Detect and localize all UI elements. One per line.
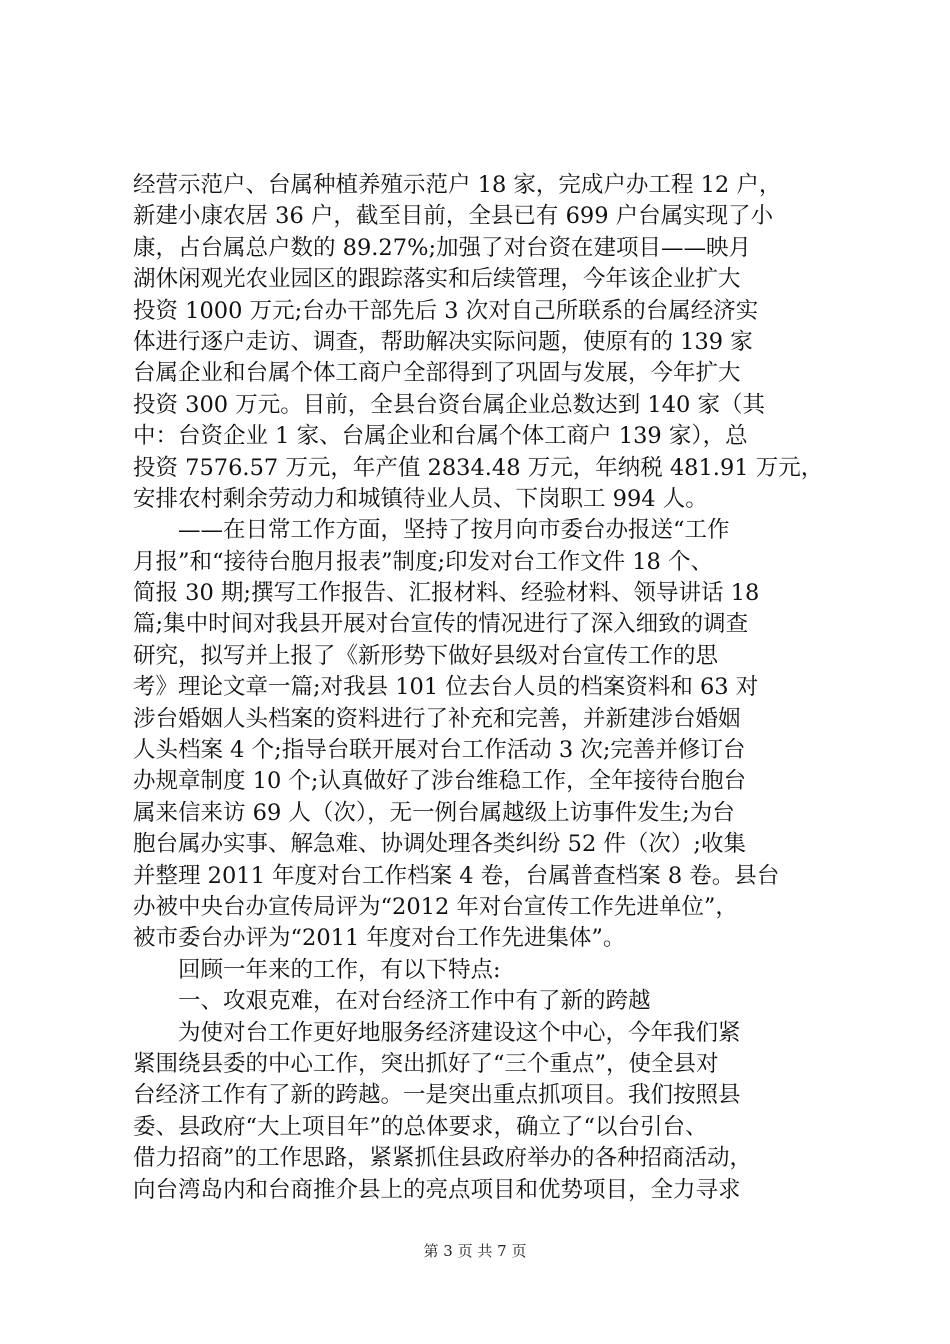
text-line: 简报 30 期;撰写工作报告、汇报材料、经验材料、领导讲话 18 — [133, 580, 760, 607]
text-line: 紧围绕县委的中心工作，突出抓好了“三个重点”，使全县对 — [133, 1050, 719, 1077]
text-line: 胞台属办实事、解急难、协调处理各类纠纷 52 件（次）;收集 — [133, 831, 747, 858]
text-line: 被市委台办评为“2011 年度对台工作先进集体”。 — [133, 925, 626, 952]
text-line: 中：台资企业 1 家、台属企业和台属个体工商户 139 家），总 — [133, 423, 748, 450]
text-line: 投资 1000 万元;台办干部先后 3 次对自己所联系的台属经济实 — [133, 297, 759, 324]
text-line: 篇;集中时间对我县开展对台宣传的情况进行了深入细致的调查 — [133, 611, 749, 638]
text-line: 考》理论文章一篇;对我县 101 位去台人员的档案资料和 63 对 — [133, 674, 759, 701]
text-line: 涉台婚姻人头档案的资料进行了补充和完善，并新建涉台婚姻 — [133, 705, 741, 732]
text-line: 月报”和“接待台胞月报表”制度;印发对台工作文件 18 个、 — [133, 548, 714, 575]
text-line: 向台湾岛内和台商推介县上的亮点项目和优势项目，全力寻求 — [133, 1176, 741, 1203]
text-line: 台属企业和台属个体工商户全部得到了巩固与发展，今年扩大 — [133, 360, 741, 387]
text-line: 体进行逐户走访、调查，帮助解决实际问题，使原有的 139 家 — [133, 328, 753, 355]
text-line: 并整理 2011 年度对台工作档案 4 卷，台属普查档案 8 卷。县台 — [133, 862, 780, 889]
text-line: 回顾一年来的工作，有以下特点: — [178, 956, 501, 983]
text-line: 台经济工作有了新的跨越。一是突出重点抓项目。我们按照县 — [133, 1082, 741, 1109]
text-line: 投资 300 万元。目前，全县台资台属企业总数达到 140 家（其 — [133, 391, 766, 418]
text-line: 安排农村剩余劳动力和城镇待业人员、下岗职工 994 人。 — [133, 485, 708, 512]
text-line: 属来信来访 69 人（次），无一例台属越级上访事件发生;为台 — [133, 799, 735, 826]
page-footer: 第 3 页 共 7 页 — [423, 1242, 527, 1260]
body-text — [133, 170, 833, 1206]
text-line: 新建小康农居 36 户，截至目前，全县已有 699 户台属实现了小 — [133, 203, 774, 230]
text-line: 办被中央台办宣传局评为“2012 年对台宣传工作先进单位”， — [133, 893, 738, 920]
text-line: 人头档案 4 个;指导台联开展对台工作活动 3 次;完善并修订台 — [133, 737, 746, 764]
text-line: 投资 7576.57 万元，年产值 2834.48 万元，年纳税 481.91 万元， — [133, 454, 824, 481]
text-line: 借力招商”的工作思路，紧紧抓住县政府举办的各种招商活动， — [133, 1145, 753, 1172]
text-line: 康，占台属总户数的 89.27%;加强了对台资在建项目——映月 — [133, 234, 752, 261]
text-line: 经营示范户、台属种植养殖示范户 18 家，完成户办工程 12 户， — [133, 172, 782, 198]
text-line: 为使对台工作更好地服务经济建设这个中心，今年我们紧 — [178, 1019, 741, 1046]
text-line: 委、县政府“大上项目年”的总体要求，确立了“以台引台、 — [133, 1113, 708, 1140]
text-line: 湖休闲观光农业园区的跟踪落实和后续管理，今年该企业扩大 — [133, 266, 741, 293]
text-line: 一、攻艰克难，在对台经济工作中有了新的跨越 — [178, 988, 651, 1015]
text-line: 研究，拟写并上报了《新形势下做好县级对台宣传工作的思 — [133, 642, 719, 669]
text-line: ——在日常工作方面，坚持了按月向市委台办报送“工作 — [178, 517, 730, 544]
text-line: 办规章制度 10 个;认真做好了涉台维稳工作，全年接待台胞台 — [133, 768, 747, 795]
